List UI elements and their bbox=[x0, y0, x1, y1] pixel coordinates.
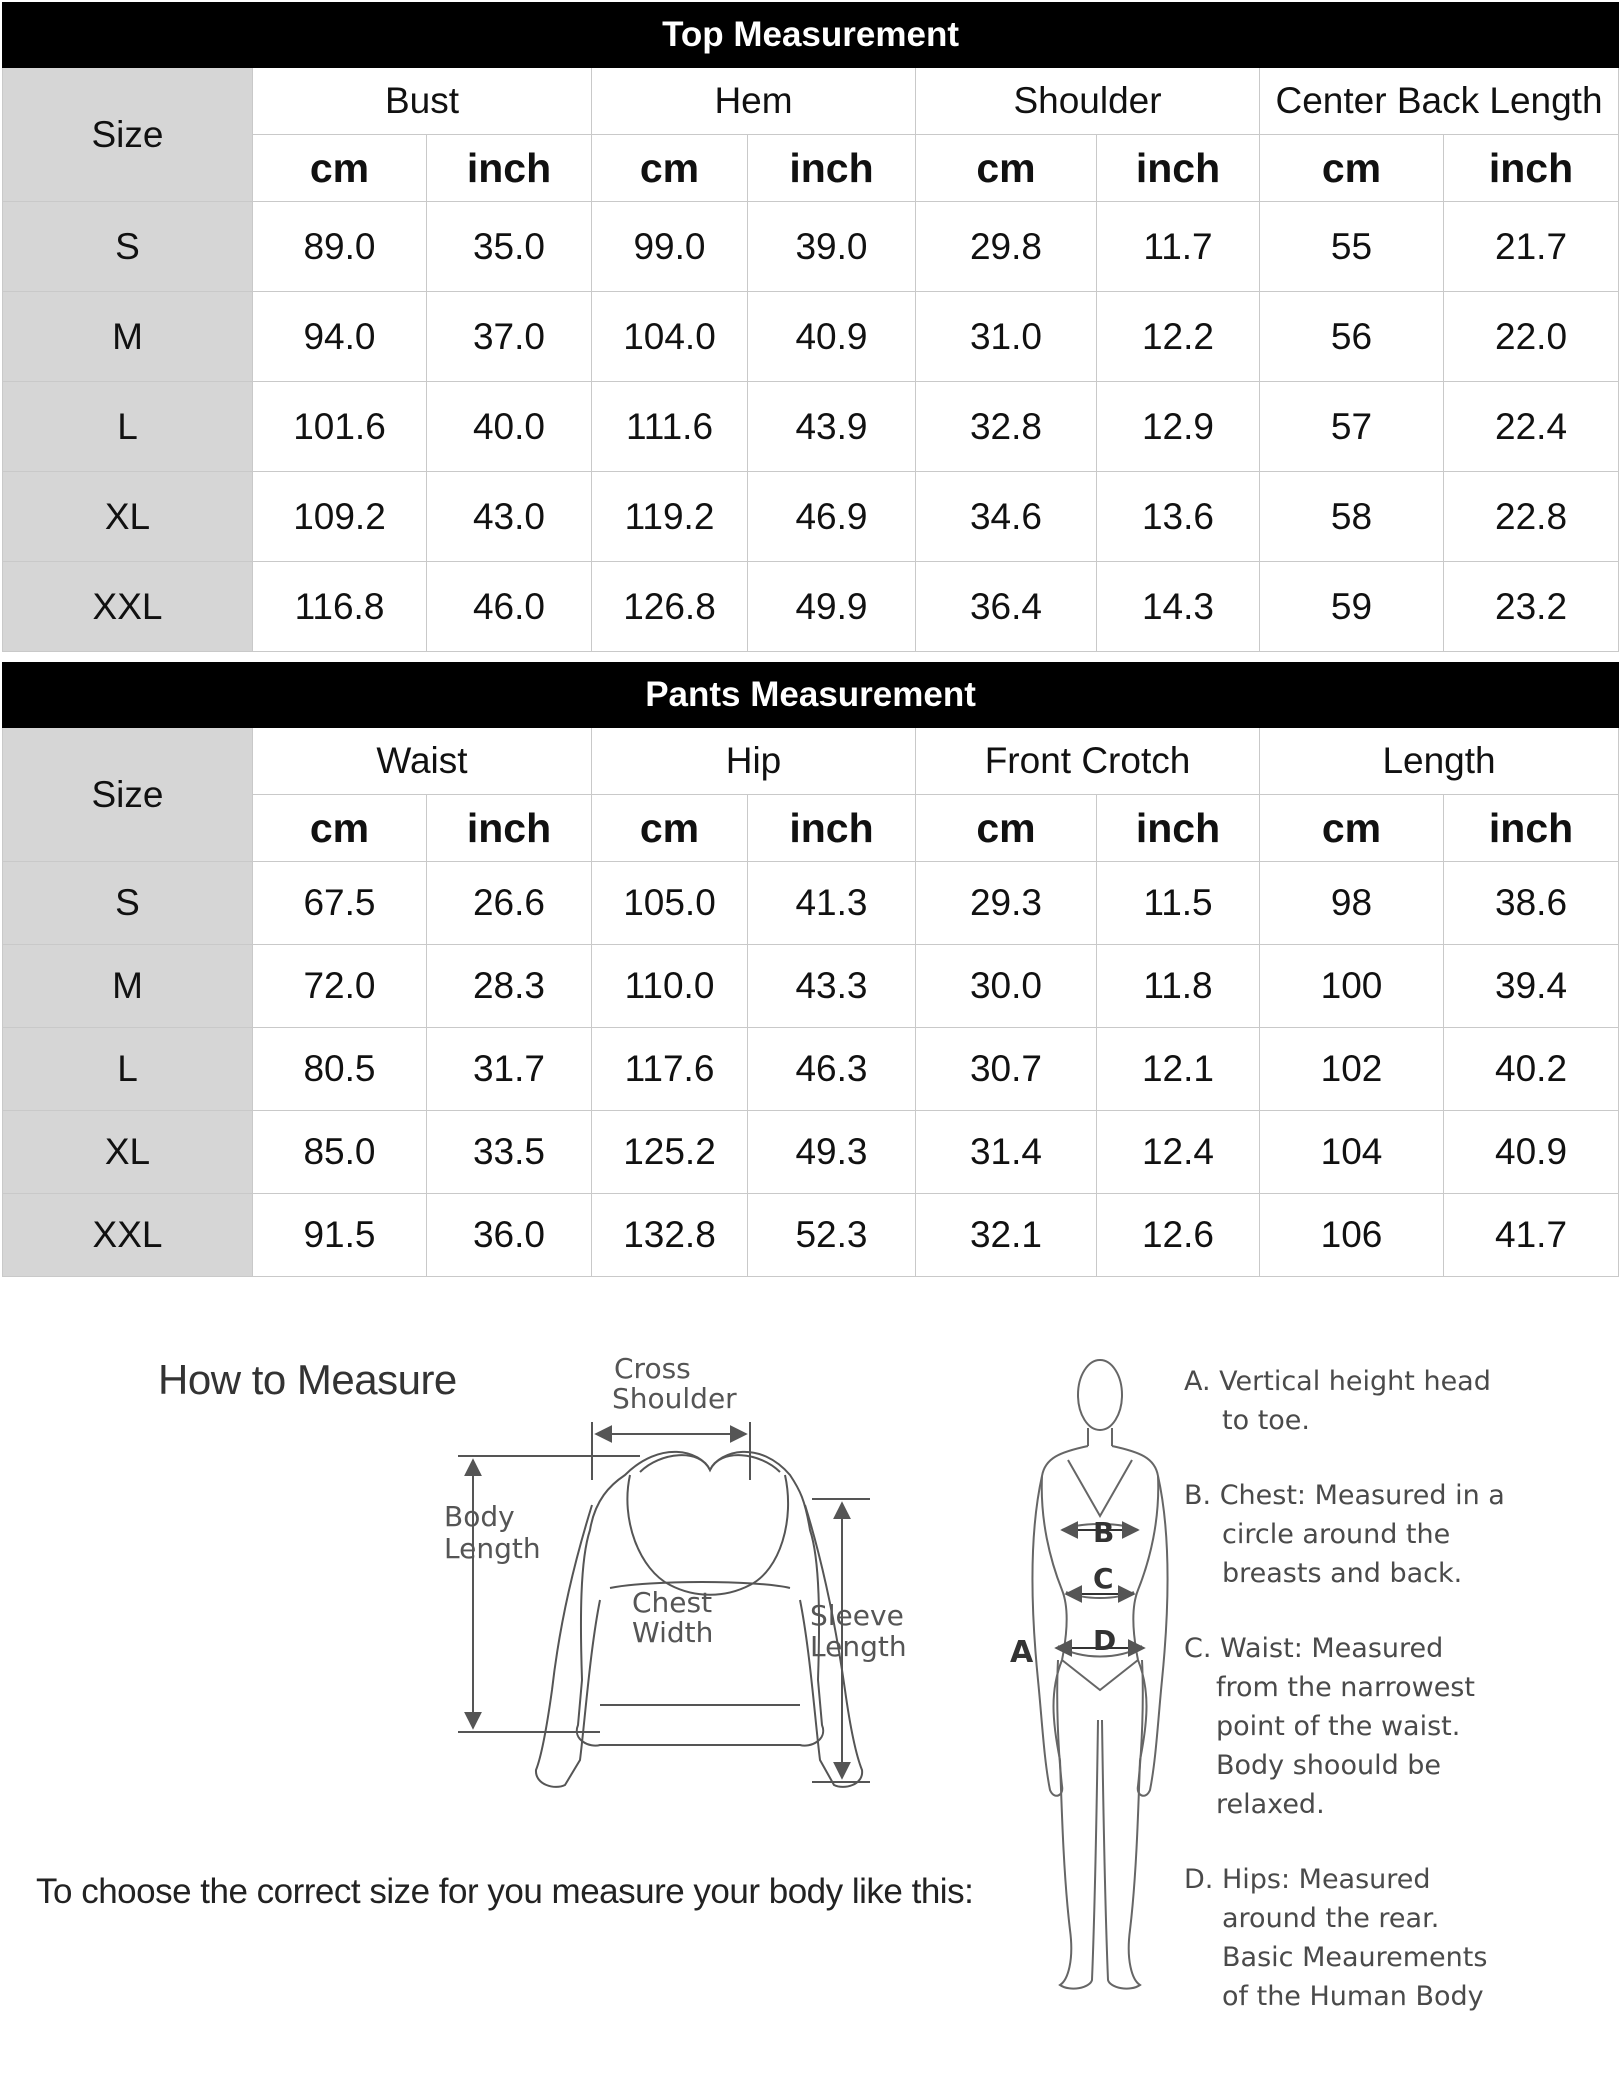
size-cell: M bbox=[3, 945, 253, 1028]
table-cell: 33.5 bbox=[427, 1111, 592, 1194]
table-cell: 29.8 bbox=[916, 202, 1097, 292]
table-cell: 58 bbox=[1260, 472, 1444, 562]
unit-inch-header: inch bbox=[748, 135, 916, 202]
unit-cm-header: cm bbox=[1260, 135, 1444, 202]
table-cell: 32.8 bbox=[916, 382, 1097, 472]
note-line: point of the waist. bbox=[1216, 1711, 1461, 1742]
size-cell: XL bbox=[3, 472, 253, 562]
sweater-neck bbox=[627, 1475, 788, 1595]
table-cell: 31.4 bbox=[916, 1111, 1097, 1194]
table-cell: 40.9 bbox=[1444, 1111, 1619, 1194]
note-a bbox=[1184, 1362, 1604, 1440]
table-cell: 26.6 bbox=[427, 862, 592, 945]
note-line: D. Hips: Measured bbox=[1184, 1864, 1431, 1895]
table-cell: 38.6 bbox=[1444, 862, 1619, 945]
body-length-arrow bbox=[458, 1456, 640, 1732]
table-cell: 59 bbox=[1260, 562, 1444, 652]
table-cell: 49.9 bbox=[748, 562, 916, 652]
unit-inch-header: inch bbox=[427, 135, 592, 202]
center-back-length-header: Center Back Length bbox=[1260, 68, 1619, 135]
table-cell: 39.0 bbox=[748, 202, 916, 292]
table-cell: 34.6 bbox=[916, 472, 1097, 562]
table-cell: 11.5 bbox=[1097, 862, 1260, 945]
size-cell: M bbox=[3, 292, 253, 382]
unit-cm-header: cm bbox=[1260, 795, 1444, 862]
note-line: A. Vertical height head bbox=[1184, 1366, 1491, 1397]
unit-cm-header: cm bbox=[916, 135, 1097, 202]
table-cell: 37.0 bbox=[427, 292, 592, 382]
hem-header: Hem bbox=[592, 68, 916, 135]
size-cell: XXL bbox=[3, 1194, 253, 1277]
table-cell: 102 bbox=[1260, 1028, 1444, 1111]
figure-hips bbox=[1054, 1660, 1147, 1760]
cross-shoulder-label: Shoulder bbox=[612, 1382, 737, 1415]
table-cell: 31.7 bbox=[427, 1028, 592, 1111]
note-line: circle around the bbox=[1222, 1519, 1451, 1550]
size-cell: L bbox=[3, 1028, 253, 1111]
unit-inch-header: inch bbox=[748, 795, 916, 862]
note-line: C. Waist: Measured bbox=[1184, 1633, 1444, 1664]
size-header: Size bbox=[3, 68, 253, 202]
table-cell: 41.7 bbox=[1444, 1194, 1619, 1277]
table-cell: 11.7 bbox=[1097, 202, 1260, 292]
note-line: to toe. bbox=[1222, 1405, 1310, 1436]
body-length-label: Body bbox=[444, 1500, 515, 1533]
note-c bbox=[1184, 1629, 1604, 1824]
figure-right-leg bbox=[1102, 1720, 1140, 1989]
table-cell: 43.0 bbox=[427, 472, 592, 562]
table-cell: 36.4 bbox=[916, 562, 1097, 652]
table-cell: 29.3 bbox=[916, 862, 1097, 945]
table-cell: 22.8 bbox=[1444, 472, 1619, 562]
table-cell: 40.9 bbox=[748, 292, 916, 382]
table-cell: 43.3 bbox=[748, 945, 916, 1028]
table-cell: 36.0 bbox=[427, 1194, 592, 1277]
unit-inch-header: inch bbox=[1444, 795, 1619, 862]
table-cell: 12.6 bbox=[1097, 1194, 1260, 1277]
figure-crotch bbox=[1062, 1660, 1138, 1690]
figure-head bbox=[1078, 1360, 1122, 1430]
table-cell: 12.9 bbox=[1097, 382, 1260, 472]
unit-inch-header: inch bbox=[427, 795, 592, 862]
how-to-measure-title: How to Measure bbox=[158, 1356, 457, 1403]
size-cell: L bbox=[3, 382, 253, 472]
table-cell: 100 bbox=[1260, 945, 1444, 1028]
unit-cm-header: cm bbox=[253, 795, 427, 862]
note-line: Basic Meaurements bbox=[1222, 1942, 1488, 1973]
table-cell: 49.3 bbox=[748, 1111, 916, 1194]
chest-width-label: Chest bbox=[632, 1586, 713, 1619]
table-cell: 46.9 bbox=[748, 472, 916, 562]
table-cell: 30.0 bbox=[916, 945, 1097, 1028]
table-cell: 11.8 bbox=[1097, 945, 1260, 1028]
table-cell: 72.0 bbox=[253, 945, 427, 1028]
table-cell: 14.3 bbox=[1097, 562, 1260, 652]
table-cell: 119.2 bbox=[592, 472, 748, 562]
table-cell: 67.5 bbox=[253, 862, 427, 945]
table-cell: 55 bbox=[1260, 202, 1444, 292]
unit-inch-header: inch bbox=[1097, 135, 1260, 202]
table-cell: 94.0 bbox=[253, 292, 427, 382]
letter-a: A bbox=[1010, 1635, 1034, 1670]
table-cell: 43.9 bbox=[748, 382, 916, 472]
front-crotch-header: Front Crotch bbox=[916, 728, 1260, 795]
letter-b: B bbox=[1093, 1516, 1115, 1549]
table-cell: 104 bbox=[1260, 1111, 1444, 1194]
table-cell: 105.0 bbox=[592, 862, 748, 945]
table-cell: 80.5 bbox=[253, 1028, 427, 1111]
table-cell: 39.4 bbox=[1444, 945, 1619, 1028]
note-d bbox=[1184, 1860, 1604, 2016]
measurement-notes bbox=[1184, 1362, 1604, 2052]
table-cell: 32.1 bbox=[916, 1194, 1097, 1277]
table-cell: 132.8 bbox=[592, 1194, 748, 1277]
table-cell: 12.2 bbox=[1097, 292, 1260, 382]
sleeve-length-label: Sleeve bbox=[810, 1599, 904, 1632]
table-cell: 101.6 bbox=[253, 382, 427, 472]
unit-inch-header: inch bbox=[1097, 795, 1260, 862]
note-line: breasts and back. bbox=[1222, 1558, 1463, 1589]
table-cell: 56 bbox=[1260, 292, 1444, 382]
table-cell: 111.6 bbox=[592, 382, 748, 472]
table-cell: 106 bbox=[1260, 1194, 1444, 1277]
table-cell: 117.6 bbox=[592, 1028, 748, 1111]
table-cell: 52.3 bbox=[748, 1194, 916, 1277]
table-cell: 57 bbox=[1260, 382, 1444, 472]
table-cell: 35.0 bbox=[427, 202, 592, 292]
table-cell: 91.5 bbox=[253, 1194, 427, 1277]
body-length-label: Length bbox=[444, 1532, 541, 1565]
note-b bbox=[1184, 1476, 1604, 1593]
table-cell: 98 bbox=[1260, 862, 1444, 945]
table-cell: 40.2 bbox=[1444, 1028, 1619, 1111]
bust-header: Bust bbox=[253, 68, 592, 135]
table-cell: 23.2 bbox=[1444, 562, 1619, 652]
sweater-collar bbox=[640, 1455, 780, 1472]
chest-width-label: Width bbox=[632, 1616, 714, 1649]
note-line: from the narrowest bbox=[1216, 1672, 1475, 1703]
table-cell: 109.2 bbox=[253, 472, 427, 562]
table-cell: 125.2 bbox=[592, 1111, 748, 1194]
table-cell: 21.7 bbox=[1444, 202, 1619, 292]
table-cell: 110.0 bbox=[592, 945, 748, 1028]
pants-table-title: Pants Measurement bbox=[3, 663, 1619, 728]
table-cell: 12.4 bbox=[1097, 1111, 1260, 1194]
table-cell: 13.6 bbox=[1097, 472, 1260, 562]
unit-cm-header: cm bbox=[592, 795, 748, 862]
note-line: relaxed. bbox=[1216, 1789, 1325, 1820]
cross-shoulder-label: Cross bbox=[614, 1352, 691, 1385]
unit-inch-header: inch bbox=[1444, 135, 1619, 202]
sleeve-length-label: Length bbox=[810, 1630, 907, 1663]
hip-header: Hip bbox=[592, 728, 916, 795]
table-cell: 99.0 bbox=[592, 202, 748, 292]
size-cell: S bbox=[3, 202, 253, 292]
table-cell: 30.7 bbox=[916, 1028, 1097, 1111]
length-header: Length bbox=[1260, 728, 1619, 795]
table-cell: 22.0 bbox=[1444, 292, 1619, 382]
human-figure bbox=[1032, 1360, 1167, 1989]
waist-header: Waist bbox=[253, 728, 592, 795]
size-header: Size bbox=[3, 728, 253, 862]
table-cell: 104.0 bbox=[592, 292, 748, 382]
size-cell: S bbox=[3, 862, 253, 945]
table-cell: 126.8 bbox=[592, 562, 748, 652]
table-cell: 28.3 bbox=[427, 945, 592, 1028]
table-cell: 12.1 bbox=[1097, 1028, 1260, 1111]
table-cell: 85.0 bbox=[253, 1111, 427, 1194]
letter-c: C bbox=[1093, 1562, 1114, 1595]
table-cell: 22.4 bbox=[1444, 382, 1619, 472]
note-line: Body shoould be bbox=[1216, 1750, 1442, 1781]
table-cell: 46.0 bbox=[427, 562, 592, 652]
shoulder-header: Shoulder bbox=[916, 68, 1260, 135]
note-line: of the Human Body bbox=[1222, 1981, 1484, 2012]
table-cell: 40.0 bbox=[427, 382, 592, 472]
note-line: B. Chest: Measured in a bbox=[1184, 1480, 1505, 1511]
unit-cm-header: cm bbox=[916, 795, 1097, 862]
choose-size-instruction: To choose the correct size for you measure your body like this: bbox=[36, 1872, 974, 1911]
figure-chest-v bbox=[1068, 1460, 1132, 1516]
table-cell: 46.3 bbox=[748, 1028, 916, 1111]
unit-cm-header: cm bbox=[253, 135, 427, 202]
figure-left-leg bbox=[1060, 1720, 1098, 1989]
table-cell: 31.0 bbox=[916, 292, 1097, 382]
table-cell: 89.0 bbox=[253, 202, 427, 292]
table-cell: 41.3 bbox=[748, 862, 916, 945]
size-cell: XL bbox=[3, 1111, 253, 1194]
size-cell: XXL bbox=[3, 562, 253, 652]
letter-d: D bbox=[1093, 1624, 1117, 1657]
unit-cm-header: cm bbox=[592, 135, 748, 202]
note-line: around the rear. bbox=[1222, 1903, 1440, 1934]
top-table-title: Top Measurement bbox=[3, 3, 1619, 68]
table-cell: 116.8 bbox=[253, 562, 427, 652]
